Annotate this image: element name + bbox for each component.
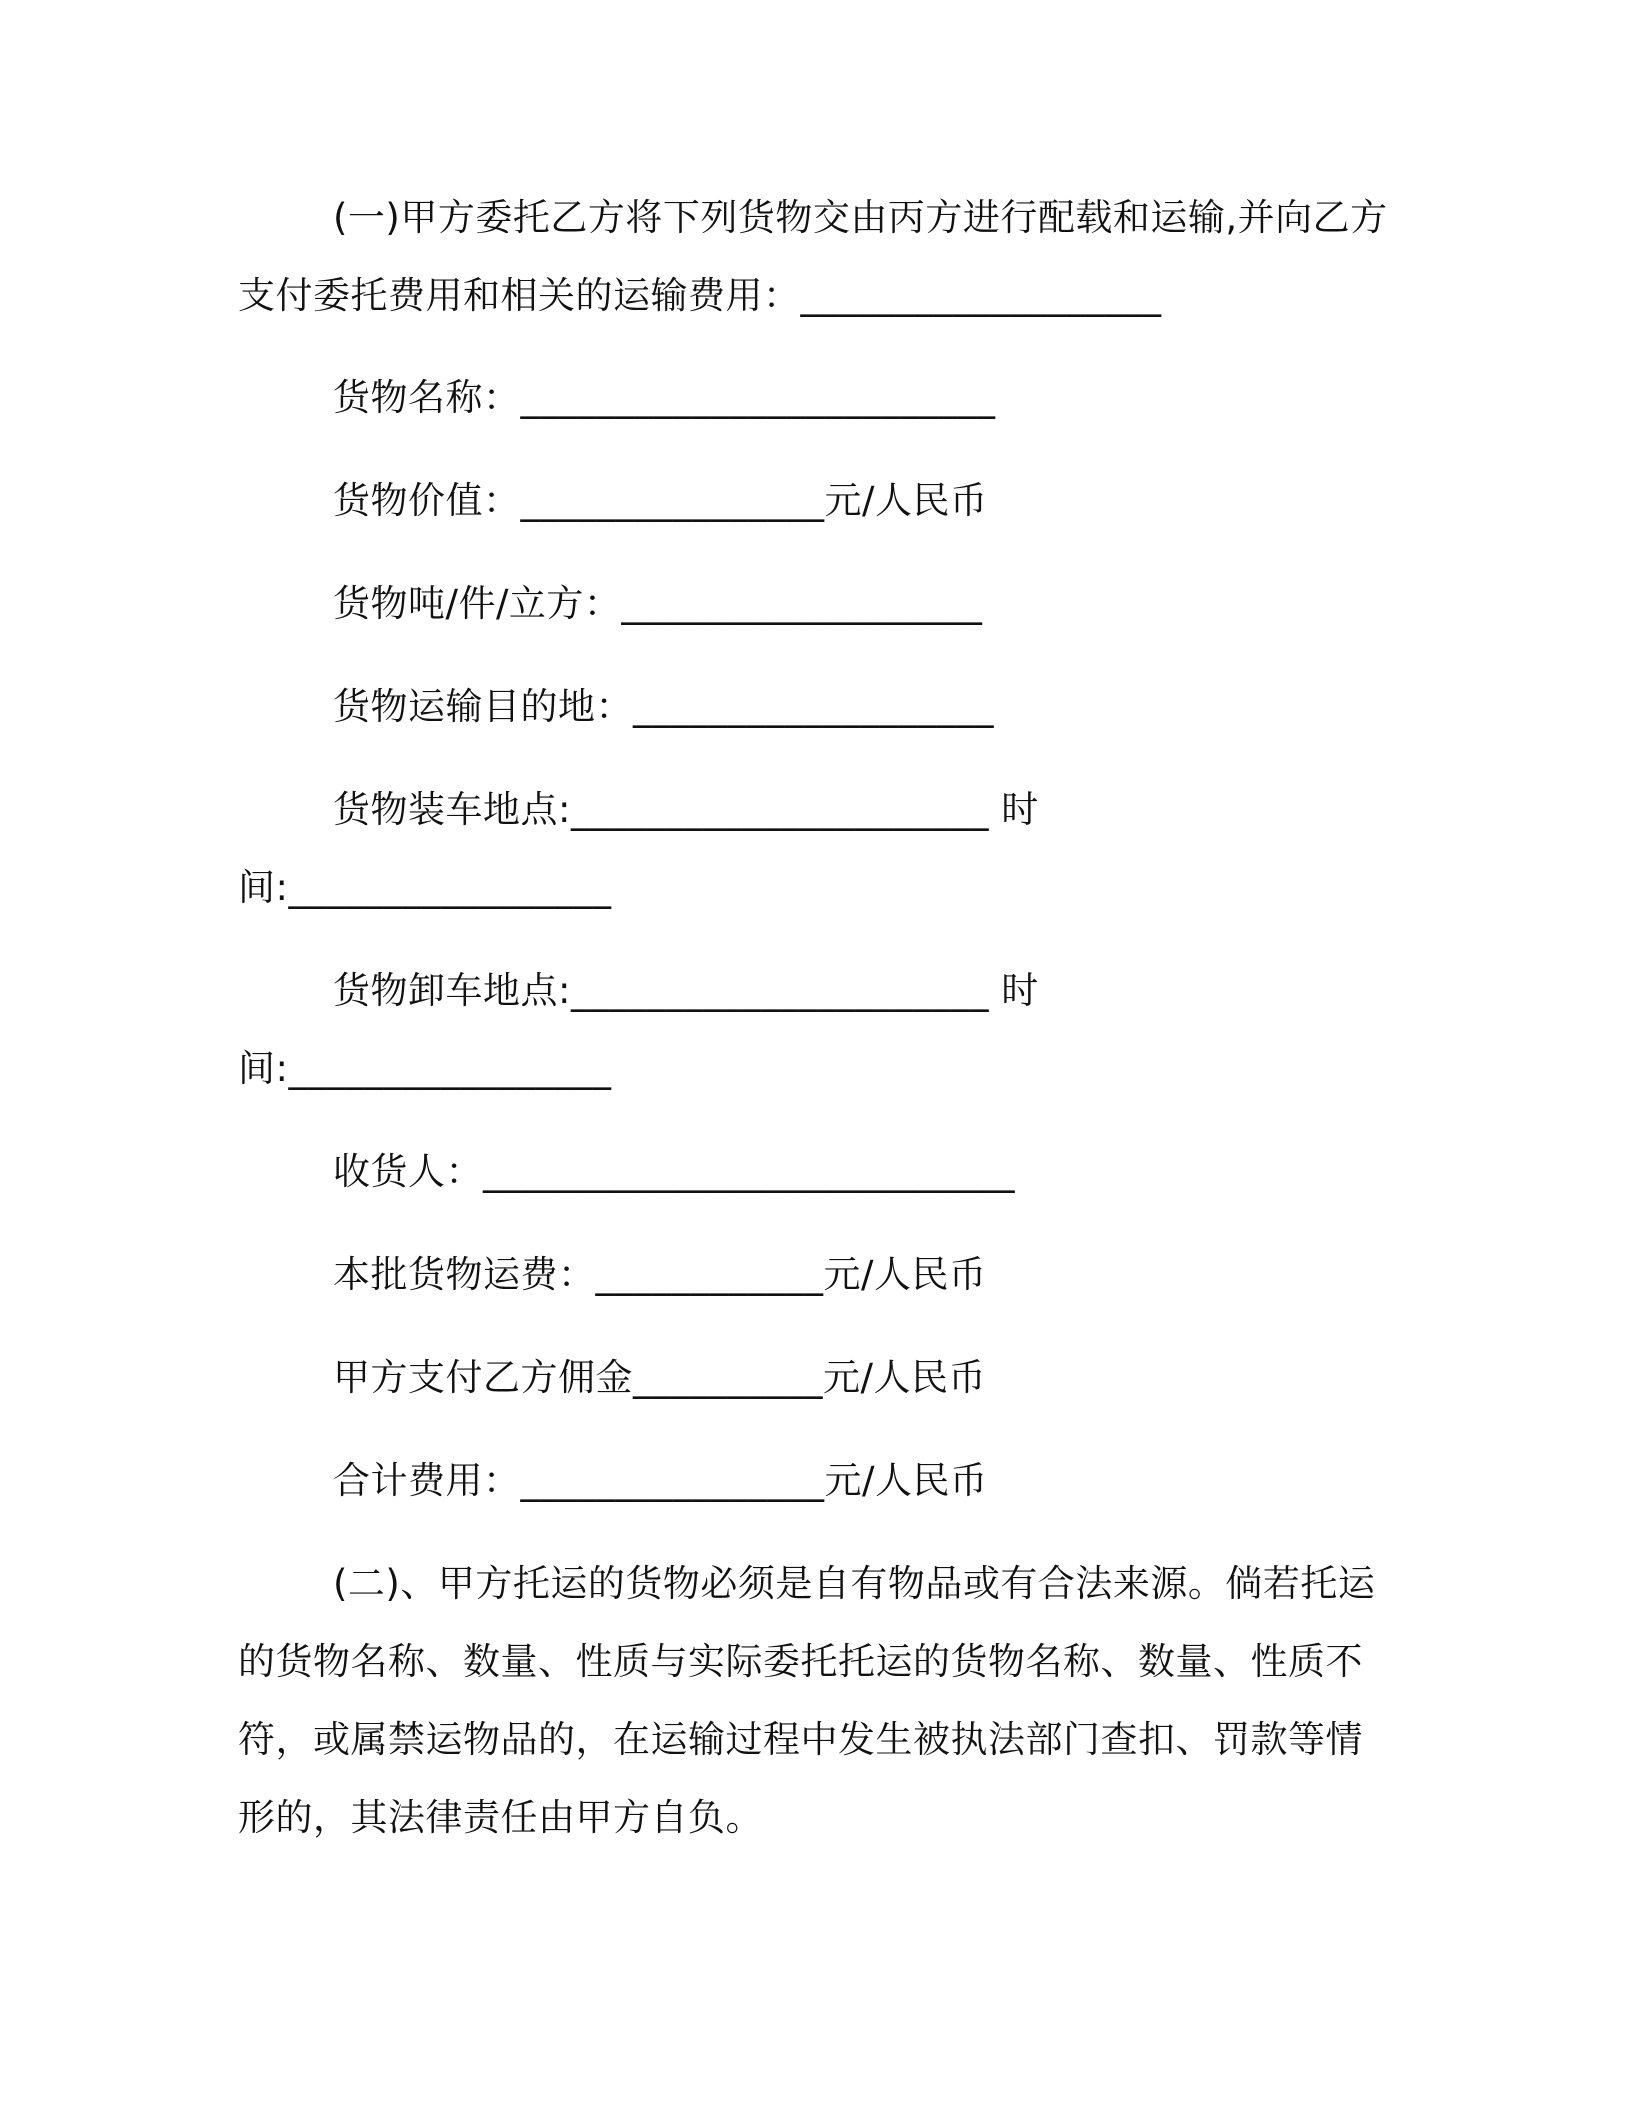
field-cargo-quantity: 货物吨/件/立方：___________________: [333, 582, 983, 625]
section2-line3: 符，或属禁运物品的，在运输过程中发生被执法部门查扣、罚款等情: [238, 1718, 1363, 1761]
section1-intro-line2: 支付委托费用和相关的运输费用：___________________: [238, 274, 1162, 317]
field-loading-time: 间:_________________: [238, 866, 612, 909]
field-loading-place: 货物装车地点:______________________ 时: [333, 788, 1039, 831]
section2-line4: 形的，其法律责任由甲方自负。: [238, 1796, 763, 1839]
field-destination: 货物运输目的地：___________________: [333, 685, 994, 728]
field-commission: 甲方支付乙方佣金__________元/人民币: [333, 1356, 986, 1399]
field-unloading-place: 货物卸车地点:______________________ 时: [333, 969, 1039, 1012]
section1-intro-line1: (一)甲方委托乙方将下列货物交由丙方进行配载和运输,并向乙方: [333, 196, 1388, 239]
field-cargo-value: 货物价值：________________元/人民币: [333, 479, 988, 522]
field-consignee: 收货人：____________________________: [333, 1150, 1015, 1193]
section2-line2: 的货物名称、数量、性质与实际委托托运的货物名称、数量、性质不: [238, 1640, 1363, 1683]
field-freight: 本批货物运费：____________元/人民币: [333, 1253, 987, 1296]
field-total: 合计费用：________________元/人民币: [333, 1459, 988, 1502]
field-unloading-time: 间:_________________: [238, 1047, 612, 1090]
section2-line1: (二)、甲方托运的货物必须是自有物品或有合法来源。倘若托运: [333, 1562, 1376, 1605]
field-cargo-name: 货物名称：_________________________: [333, 376, 996, 419]
